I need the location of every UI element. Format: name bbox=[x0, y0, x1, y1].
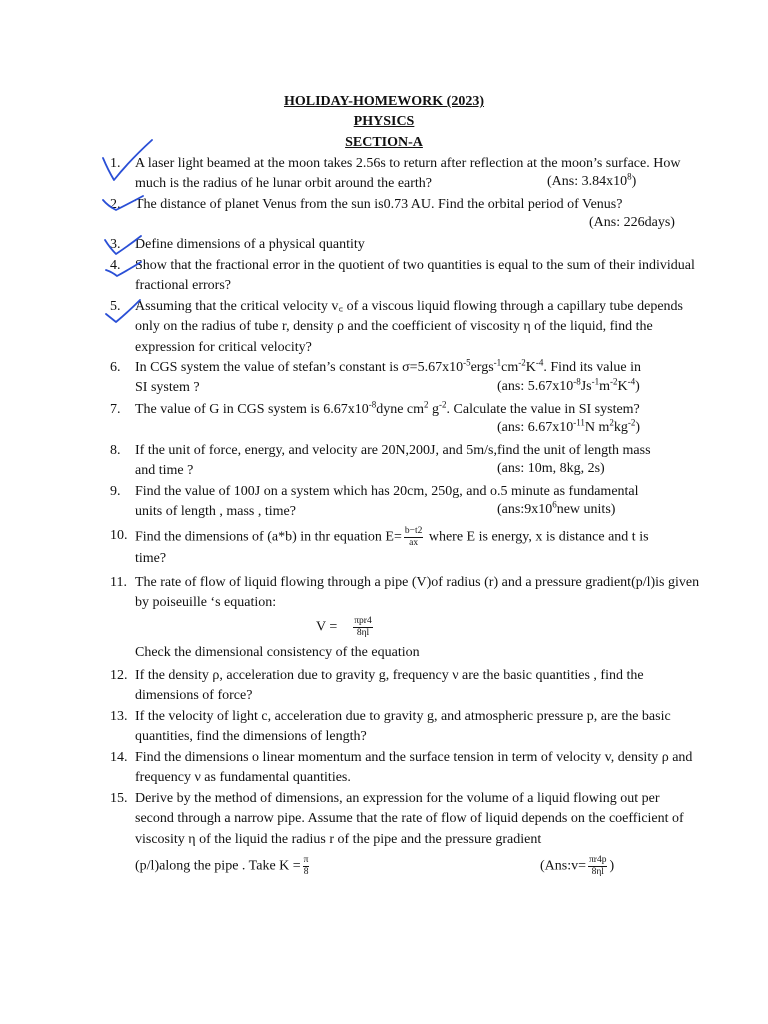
answer-7: (ans: $6.67x10^{-11}N$ $m^2kg^{-2}$) bbox=[497, 417, 641, 435]
question-11-instruction: Check the dimensional consistency of the equation bbox=[135, 645, 420, 660]
question-number: 8. bbox=[110, 443, 121, 458]
question-number: 3. bbox=[110, 237, 121, 252]
question-number: 2. bbox=[110, 197, 121, 212]
section-heading: SECTION-A bbox=[345, 135, 423, 150]
question-number: 9. bbox=[110, 484, 121, 499]
question-text: Assuming that the critical velocity v꜀ of a viscous liquid flowing through a capillary tube depends only on the radius of tube r, density ρ and the coefficient of viscosity η of the liquid, find the expression for critical velocity? bbox=[135, 299, 684, 355]
question-number: 11. bbox=[110, 575, 127, 590]
question-number: 1. bbox=[110, 156, 121, 171]
fraction: $\frac{b-t2}{ax}$ bbox=[404, 526, 423, 548]
question-number: 15. bbox=[110, 791, 128, 806]
question-text: If the velocity of light c, acceleration due to gravity g, and atmospheric pressure p, are the basic quantities, find the dimensions of length? bbox=[135, 709, 671, 745]
question-number: 12. bbox=[110, 668, 128, 683]
question-number: 5. bbox=[110, 299, 121, 314]
question-text: Show that the fractional error in the quotient of two quantities is equal to the sum of their individual fractional errors? bbox=[135, 258, 695, 294]
question-number: 14. bbox=[110, 750, 128, 765]
question-text: Find the dimensions o linear momentum and the surface tension in term of velocity v, density ρ and frequency ν as fundamental quantities. bbox=[135, 750, 693, 786]
question-text: The distance of planet Venus from the sun is0.73 AU. Find the orbital period of Venus? bbox=[135, 197, 623, 212]
poiseuille-equation: V = $\frac{\text{πpr4}}{8\eta l}$ bbox=[316, 616, 372, 638]
question-text: The value of G in CGS system is $6.67x10^{-8}dyne$ $cm^2$ $g^{-2}$. Calculate the value in SI system? bbox=[135, 399, 640, 417]
fraction: $\frac{\pi r4p}{8\eta l}$ bbox=[589, 855, 607, 877]
tick-mark-icon bbox=[106, 262, 141, 276]
question-number: 13. bbox=[110, 709, 128, 724]
tick-mark-icon bbox=[106, 300, 140, 322]
question-text: The rate of flow of liquid flowing through a pipe (V)of radius (r) and a pressure gradient(p/l)is given by poiseuille ‘s equation: bbox=[135, 575, 700, 611]
fraction: $\frac{\pi}{8}$ bbox=[303, 855, 309, 877]
question-text: Derive by the method of dimensions, an expression for the volume of a liquid flowing out per second through a narrow pipe. Assume that the rate of flow of liquid depends on the coefficient of viscosity η of the liquid the radius r of the pipe and the pressure gradient bbox=[135, 791, 684, 847]
question-text: Define dimensions of a physical quantity bbox=[135, 237, 365, 252]
fraction: $\frac{\text{πpr4}}{8\eta l}$ bbox=[354, 616, 372, 638]
tick-mark-icon bbox=[103, 196, 143, 210]
question-text: Find the dimensions of (a*b) in thr equation E= $\frac{b-t2}{ax}$ where E is energy, x is distance and t is time? bbox=[135, 526, 649, 566]
answer-6: (ans: $5.67x10^{-8}Js^{-1}m^{-2}K^{-4}$) bbox=[497, 376, 640, 394]
question-number: 4. bbox=[110, 258, 121, 273]
question-text: If the unit of force, energy, and velocity are 20N,200J, and 5m/s,find the unit of length mass and time ? bbox=[135, 443, 651, 479]
answer-2: (Ans: 226days) bbox=[589, 215, 675, 230]
question-number: 10. bbox=[110, 528, 128, 543]
answer-9: ($ans:9x10^6new$ units) bbox=[497, 499, 616, 517]
page-title: HOLIDAY-HOMEWORK (2023) bbox=[283, 94, 485, 109]
question-number: 6. bbox=[110, 360, 121, 375]
answer-8: (ans: 10m, 8kg, 2s) bbox=[497, 461, 605, 476]
question-text: In CGS system the value of stefan’s constant is $\sigma=5.67x10^{-5}ergs^{-1}cm^{-2}K^{-4}$. Find its value in SI system ? bbox=[135, 357, 642, 396]
answer-1: (Ans: $3.84x10^8$) bbox=[547, 171, 637, 189]
question-15-last-line: (p/l)along the pipe . Take K = $\frac{\pi}{8}$ bbox=[135, 855, 309, 877]
question-text: A laser light beamed at the moon takes 2.56s to return after reflection at the moon’s surface. How much is the radius of he lunar orbit around the earth? bbox=[135, 156, 681, 192]
question-text: If the density ρ, acceleration due to gravity g, frequency ν are the basic quantities , find the dimensions of force? bbox=[135, 668, 644, 704]
tick-mark-icon bbox=[103, 140, 152, 180]
tick-mark-icon bbox=[105, 236, 141, 254]
answer-15: (Ans:v= $\frac{\pi r4p}{8\eta l}$ ) bbox=[540, 855, 615, 877]
question-text: Find the value of 100J on a system which has 20cm, 250g, and o.5 minute as fundamental units of length , mass , time? bbox=[135, 484, 639, 520]
subject-heading: PHYSICS bbox=[353, 114, 415, 129]
question-number: 7. bbox=[110, 402, 121, 417]
